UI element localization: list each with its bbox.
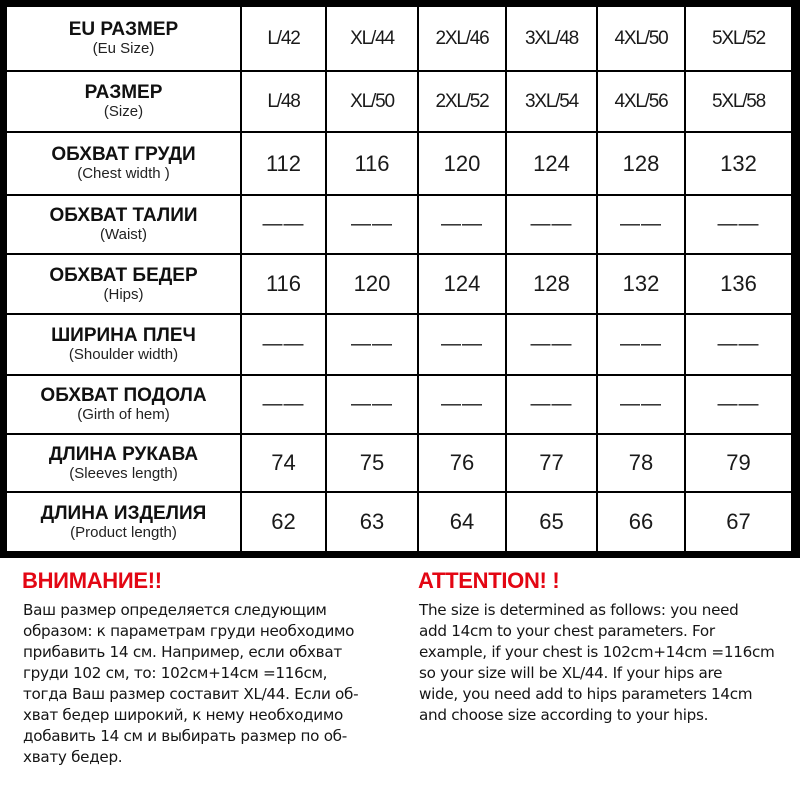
cell-value: —— [441,393,483,415]
cell-value: 5XL/52 [711,27,766,49]
table-cell [418,71,506,132]
table-cell [685,254,791,314]
table-cell [241,314,326,375]
cell-value: 67 [726,509,751,534]
table-cell [506,314,597,375]
row-label-ru: ОБХВАТ ПОДОЛА [40,385,207,406]
table-cell [597,375,685,434]
note-line: груди 102 см, то: 102см+14см =116см, [23,664,328,682]
cell-value: 4XL/56 [614,90,668,112]
note-line: прибавить 14 см. Например, если обхват [23,643,342,661]
table-cell [326,132,418,195]
note-line: тогда Ваш размер составит XL/44. Если об- [23,685,359,703]
note-line: образом: к параметрам груди необходимо [23,622,355,640]
row-label-en: (Product length) [70,523,177,541]
cell-value: —— [441,213,483,235]
row-label-ru: РАЗМЕР [84,82,163,103]
table-cell [241,132,326,195]
row-header [7,132,241,195]
cell-value: —— [441,333,483,355]
cell-value: 77 [539,450,564,475]
table-cell [685,314,791,375]
row-label-ru: ШИРИНА ПЛЕЧ [51,325,196,346]
note-line: add 14cm to your chest parameters. For [419,622,715,640]
cell-value: —— [351,393,393,415]
cell-value: —— [262,333,305,355]
table-cell [326,375,418,434]
size-chart-table [7,7,791,551]
table-cell [597,492,685,551]
row-header [7,492,241,551]
table-cell [241,195,326,254]
cell-value: —— [620,333,662,355]
cell-value: 66 [628,509,654,534]
note-line: wide, you need add to hips parameters 14cm [419,685,753,703]
row-label-ru: ОБХВАТ ТАЛИИ [49,205,198,226]
table-row [7,375,791,434]
table-cell [506,195,597,254]
note-title-ru: ВНИМАНИЕ!! [22,568,162,593]
cell-value: 74 [271,450,296,475]
cell-value: —— [530,333,573,355]
table-cell [418,434,506,492]
row-label-en: (Eu Size) [92,40,155,57]
table-cell [597,132,685,195]
cell-value: —— [620,213,662,235]
table-cell [506,375,597,434]
table-cell [685,7,791,71]
cell-value: —— [530,393,573,415]
table-row [7,71,791,132]
table-row [7,132,791,195]
table-cell [685,195,791,254]
row-label-ru: ДЛИНА РУКАВА [48,443,199,465]
cell-value: 2XL/52 [435,90,489,112]
table-cell [326,7,418,71]
note-line: so your size will be XL/44. If your hips are [419,664,723,682]
cell-value: 136 [720,271,757,296]
table-cell [241,71,326,132]
table-cell [418,7,506,71]
table-cell [326,434,418,492]
cell-value: 64 [449,509,475,534]
row-label-en: (Waist) [100,226,147,243]
table-cell [685,132,791,195]
table-cell [326,254,418,314]
cell-value: 65 [539,509,564,534]
cell-value: 132 [720,150,757,176]
cell-value: 3XL/48 [524,27,579,49]
cell-value: 124 [443,271,481,296]
note-line: хвату бедер. [23,748,123,766]
cell-value: 116 [265,271,302,296]
table-cell [241,492,326,551]
row-label-en: (Sleeves length) [69,464,178,482]
table-cell [506,492,597,551]
table-row [7,254,791,314]
table-row [7,492,791,551]
cell-value: 120 [353,271,391,296]
table-row [7,434,791,492]
table-cell [418,195,506,254]
table-cell [506,434,597,492]
table-cell [506,132,597,195]
cell-value: —— [262,213,305,235]
table-cell [326,195,418,254]
row-label-en: (Chest width ) [77,165,170,182]
cell-value: 63 [359,509,385,534]
table-cell [685,492,791,551]
cell-value: 78 [628,450,654,475]
cell-value: —— [620,393,662,415]
note-body-ru [23,600,407,768]
cell-value: 2XL/46 [435,27,489,49]
note-body-en [419,600,800,726]
cell-value: —— [262,393,305,415]
row-label-ru: EU РАЗМЕР [68,19,179,40]
note-line: хват бедер широкий, к нему необходимо [23,706,343,724]
table-cell [241,254,326,314]
cell-value: XL/44 [350,27,394,49]
cell-value: 120 [443,150,481,176]
note-russian [22,566,407,768]
table-cell [506,254,597,314]
row-header [7,7,241,71]
note-english [418,566,800,726]
note-line: добавить 14 см и выбирать размер по об- [23,727,347,745]
table-row [7,7,791,71]
table-cell [418,132,506,195]
row-header [7,71,241,132]
cell-value: XL/50 [350,90,394,112]
table-cell [597,254,685,314]
cell-value: 79 [726,450,751,475]
table-cell [597,195,685,254]
cell-value: 5XL/58 [711,90,766,112]
table-cell [326,314,418,375]
table-cell [418,314,506,375]
cell-value: —— [351,333,393,355]
cell-value: —— [717,333,760,355]
cell-value: —— [717,393,760,415]
table-row [7,195,791,254]
table-cell [418,492,506,551]
table-cell [597,7,685,71]
note-title-en: ATTENTION! ! [418,568,560,593]
table-cell [597,71,685,132]
row-label-ru: ОБХВАТ БЕДЕР [49,264,198,286]
note-line: Ваш размер определяется следующим [23,601,327,619]
cell-value: —— [530,213,573,235]
cell-value: 124 [533,150,570,176]
table-cell [597,314,685,375]
table-cell [326,492,418,551]
note-line: The size is determined as follows: you need [419,601,739,619]
table-cell [418,375,506,434]
cell-value: 75 [359,450,385,475]
cell-value: 128 [622,150,660,176]
row-label-en: (Shoulder width) [68,346,179,363]
cell-value: —— [717,213,760,235]
row-label-ru: ОБХВАТ ГРУДИ [51,144,196,165]
table-cell [241,375,326,434]
cell-value: 128 [533,271,570,296]
table-cell [241,7,326,71]
row-header [7,375,241,434]
table-cell [597,434,685,492]
table-cell [418,254,506,314]
row-header [7,314,241,375]
table-cell [506,7,597,71]
cell-value: 76 [449,450,475,475]
cell-value: 4XL/50 [614,27,668,49]
table-cell [506,71,597,132]
row-label-en: (Hips) [103,285,144,303]
row-label-en: (Girth of hem) [77,406,170,423]
table-cell [685,71,791,132]
note-line: example, if your chest is 102cm+14cm =116cm [419,643,775,661]
row-header [7,195,241,254]
cell-value: —— [351,213,393,235]
table-cell [685,375,791,434]
row-header [7,434,241,492]
table-row [7,314,791,375]
table-cell [241,434,326,492]
cell-value: 132 [622,271,660,296]
table-cell [326,71,418,132]
cell-value: 3XL/54 [524,90,579,112]
cell-value: 62 [271,509,296,534]
row-header [7,254,241,314]
cell-value: 112 [265,150,302,176]
note-line: and choose size according to your hips. [419,706,709,724]
cell-value: L/42 [267,27,300,49]
size-chart-body [7,7,791,551]
row-label-ru: ДЛИНА ИЗДЕЛИЯ [40,502,207,524]
cell-value: 116 [354,150,390,176]
cell-value: L/48 [267,90,300,112]
row-label-en: (Size) [103,103,144,120]
table-cell [685,434,791,492]
